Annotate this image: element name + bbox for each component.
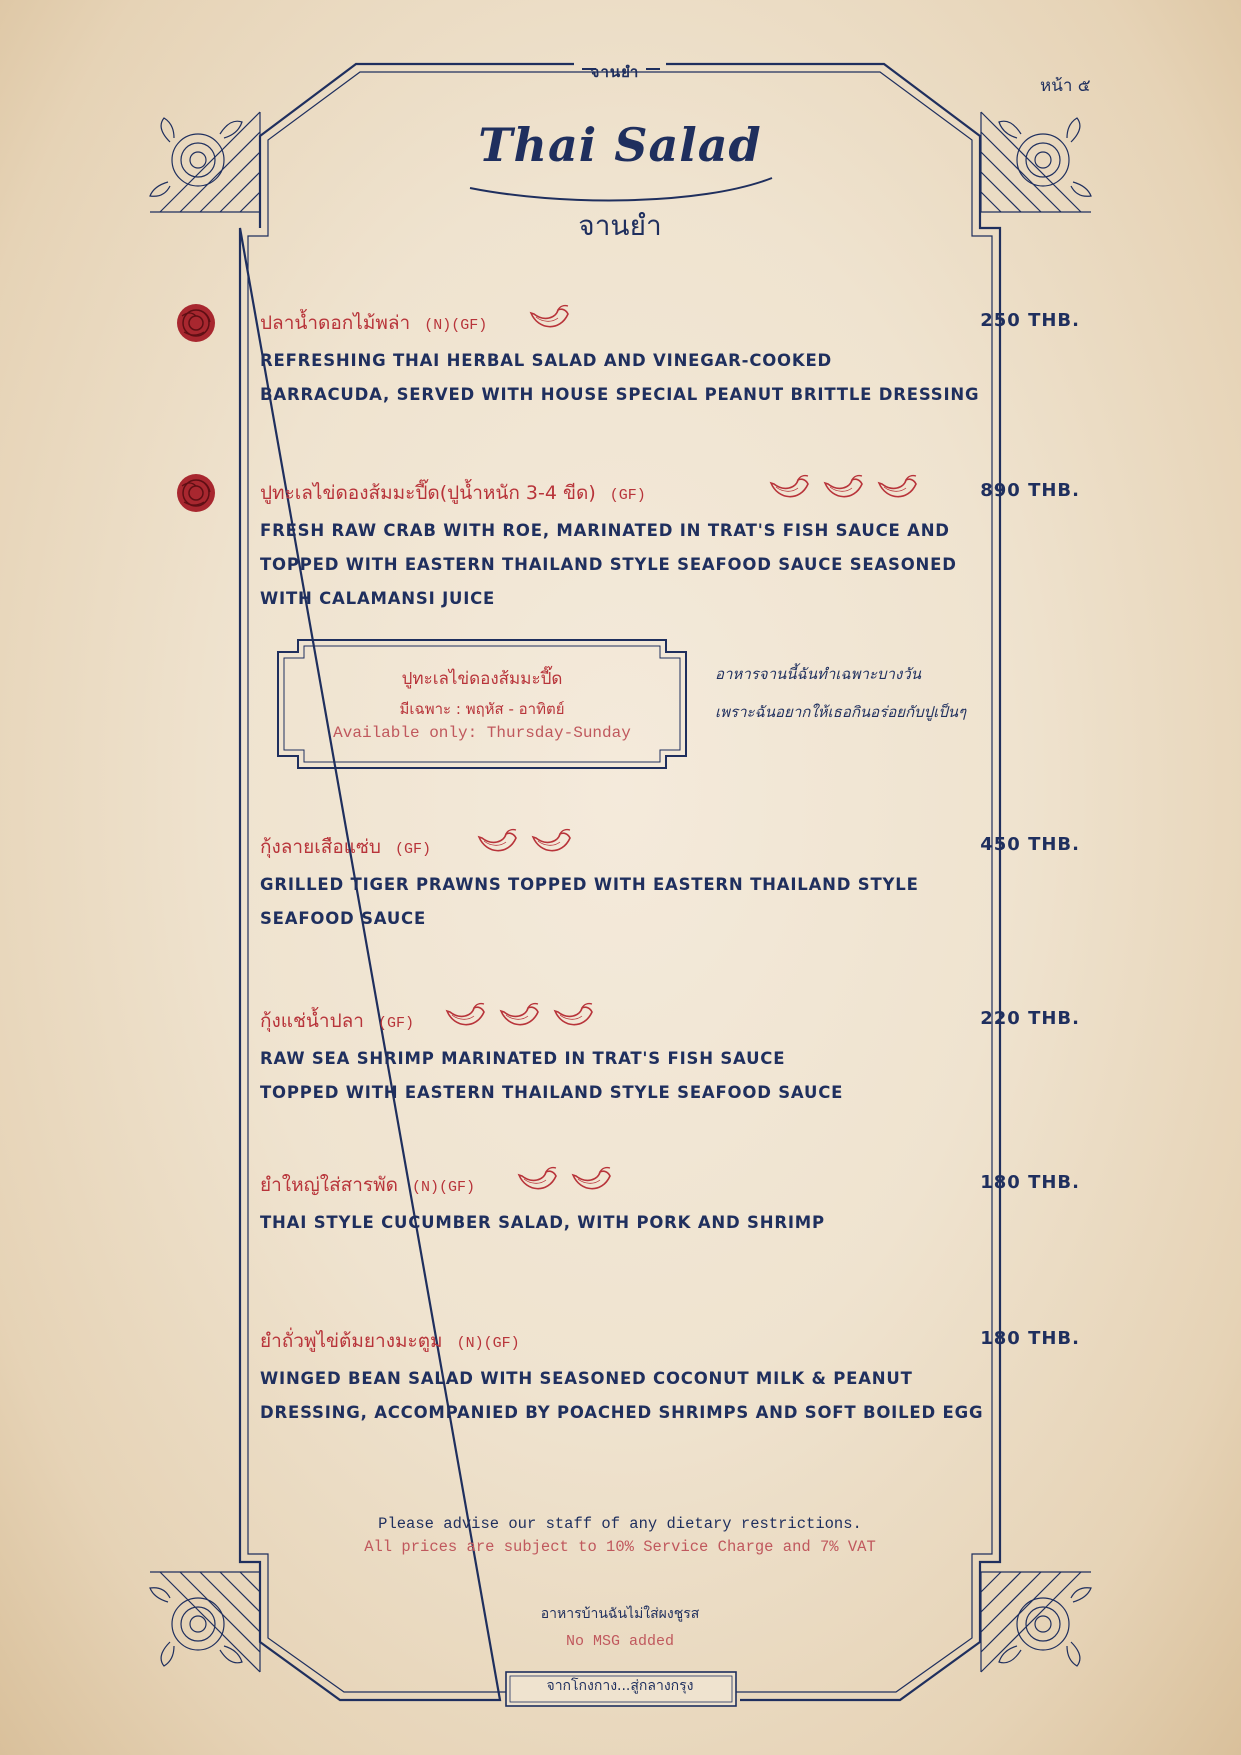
menu-item-price: 180 THB.	[980, 1172, 1080, 1193]
menu-item-description	[260, 344, 1080, 412]
menu-item-header	[260, 1000, 1080, 1040]
menu-item	[260, 302, 1080, 412]
menu-item-price: 180 THB.	[980, 1328, 1080, 1349]
menu-item	[260, 1320, 1080, 1430]
description-line: TOPPED WITH EASTERN THAILAND STYLE SEAFOOD SAUCE SEASONED	[260, 555, 957, 574]
menu-item-tags: (N)(GF)	[412, 1179, 476, 1196]
chili-icon	[876, 474, 920, 504]
no-msg-english: No MSG added	[565, 1633, 675, 1650]
availability-title: ปูทะเลไข่ดองส้มมะปี๊ด	[401, 669, 563, 689]
page-title-thai: จานยำ	[578, 209, 662, 242]
charges-notice: All prices are subject to 10% Service Charge and 7% VAT	[364, 1538, 876, 1556]
menu-item-price: 220 THB.	[980, 1008, 1080, 1029]
menu-item-description	[260, 1362, 1080, 1430]
menu-item	[260, 1164, 1080, 1240]
chili-icon	[570, 1166, 614, 1196]
menu-item-tags: (N)(GF)	[424, 317, 488, 334]
description-line: BARRACUDA, SERVED WITH HOUSE SPECIAL PEANUT BRITTLE DRESSING	[260, 385, 980, 404]
description-line: DRESSING, ACCOMPANIED BY POACHED SHRIMPS AND SOFT BOILED EGG	[260, 1403, 984, 1422]
menu-item-tags: (GF)	[609, 487, 646, 504]
spice-level	[768, 474, 920, 504]
menu-item-description	[260, 514, 1080, 616]
rose-icon	[174, 472, 218, 514]
menu-item-header	[260, 1320, 1080, 1360]
chili-icon	[822, 474, 866, 504]
description-line: RAW SEA SHRIMP MARINATED IN TRAT'S FISH SAUCE	[260, 1049, 786, 1068]
menu-item-name: กุ้งลายเสือแซ่บ (GF)	[260, 836, 431, 858]
description-line: GRILLED TIGER PRAWNS TOPPED WITH EASTERN THAILAND STYLE	[260, 875, 919, 894]
menu-item-header	[260, 826, 1080, 866]
menu-item-name: ยำใหญ่ใส่สารพัด (N)(GF)	[260, 1174, 476, 1196]
tagline: จากโกงกาง...สู่กลางกรุง	[546, 1678, 694, 1694]
menu-item-name: กุ้งแช่น้ำปลา (GF)	[260, 1010, 414, 1032]
spice-level	[528, 304, 572, 334]
menu-item	[260, 826, 1080, 936]
description-line: FRESH RAW CRAB WITH ROE, MARINATED IN TRAT'S FISH SAUCE AND	[260, 521, 950, 540]
description-line: WITH CALAMANSI JUICE	[260, 589, 496, 608]
description-line: TOPPED WITH EASTERN THAILAND STYLE SEAFOOD SAUCE	[260, 1083, 844, 1102]
chili-icon	[476, 828, 520, 858]
spice-level	[444, 1002, 596, 1032]
menu-item-tags: (GF)	[377, 1015, 414, 1032]
menu-item-price: 450 THB.	[980, 834, 1080, 855]
description-line: THAI STYLE CUCUMBER SALAD, WITH PORK AND SHRIMP	[260, 1213, 825, 1232]
menu-item-name: ยำถั่วพูไข่ต้มยางมะตูม (N)(GF)	[260, 1330, 520, 1352]
menu-item-header	[260, 302, 1080, 342]
menu-item-price: 890 THB.	[980, 480, 1080, 501]
rose-icon	[174, 302, 218, 344]
chili-icon	[444, 1002, 488, 1032]
chili-icon	[552, 1002, 596, 1032]
page-title: Thai Salad	[478, 118, 762, 172]
menu-item-header	[260, 472, 1080, 512]
availability-days-thai: มีเฉพาะ : พฤหัส - อาทิตย์	[399, 700, 565, 718]
menu-item-description	[260, 868, 1080, 936]
chili-icon	[498, 1002, 542, 1032]
menu-item-name: ปูทะเลไข่ดองส้มมะปี๊ด(ปูน้ำหนัก 3-4 ขีด) (GF)	[260, 482, 646, 504]
menu-item-tags: (N)(GF)	[456, 1335, 520, 1352]
no-msg-thai: อาหารบ้านฉันไม่ใส่ผงชูรส	[540, 1606, 700, 1622]
chili-icon	[516, 1166, 560, 1196]
description-line: WINGED BEAN SALAD WITH SEASONED COCONUT MILK & PEANUT	[260, 1369, 913, 1388]
availability-days-english: Available only: Thursday-Sunday	[333, 724, 631, 742]
side-note-line1: อาหารจานนี้ฉันทำเฉพาะบางวัน	[715, 665, 921, 683]
side-note-line2: เพราะฉันอยากให้เธอกินอร่อยกับปูเป็นๆ	[715, 703, 967, 721]
menu-item-description	[260, 1206, 1080, 1240]
menu-item-tags: (GF)	[394, 841, 431, 858]
chili-icon	[768, 474, 812, 504]
menu-item-name: ปลาน้ำดอกไม้พล่า (N)(GF)	[260, 312, 488, 334]
spice-level	[516, 1166, 614, 1196]
spice-level	[476, 828, 574, 858]
menu-item-header	[260, 1164, 1080, 1204]
menu-item-price: 250 THB.	[980, 310, 1080, 331]
menu-item	[260, 1000, 1080, 1110]
chili-icon	[530, 828, 574, 858]
chili-icon	[528, 304, 572, 334]
page-number: หน้า ๕	[1040, 76, 1091, 96]
dietary-notice: Please advise our staff of any dietary restrictions.	[378, 1515, 862, 1533]
description-line: SEAFOOD SAUCE	[260, 909, 427, 928]
menu-item	[260, 472, 1080, 616]
menu-item-description	[260, 1042, 1080, 1110]
description-line: REFRESHING THAI HERBAL SALAD AND VINEGAR-COOKED	[260, 351, 833, 370]
section-label: จานยำ	[590, 63, 640, 81]
